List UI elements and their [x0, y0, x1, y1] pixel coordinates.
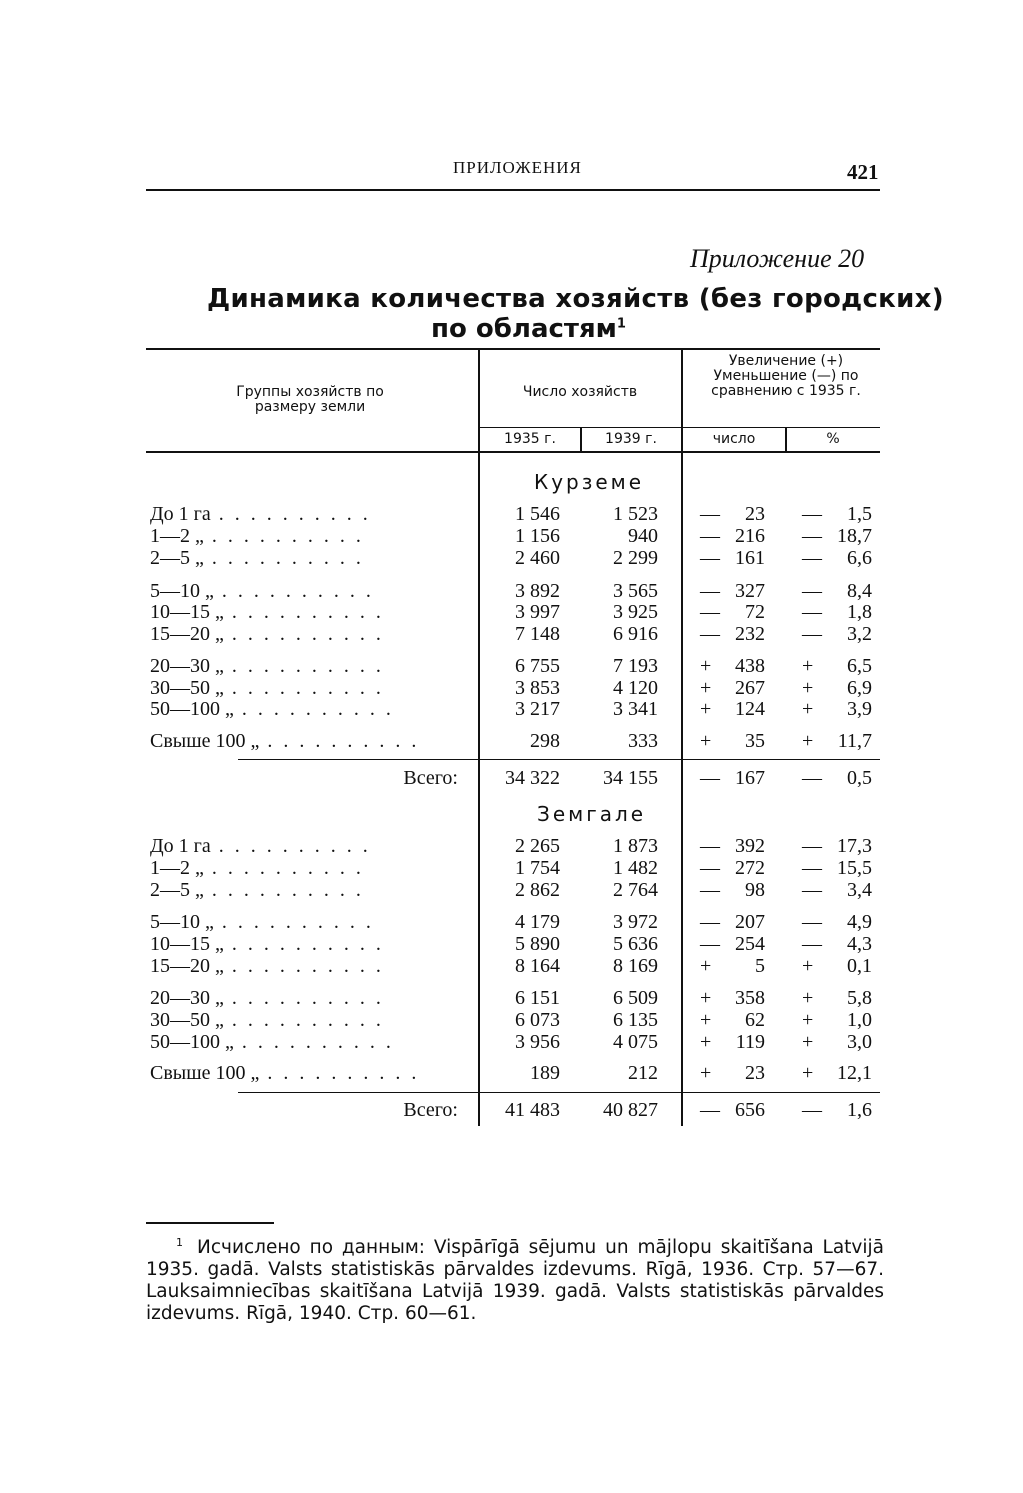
value-1939: 4 120	[613, 677, 658, 699]
table-row	[0, 547, 1023, 569]
change-sign: —	[700, 857, 720, 879]
percent-sign: +	[802, 698, 814, 720]
leader-dots: . . . . . . . . . .	[213, 580, 374, 602]
change-number: 272	[735, 857, 765, 879]
value-1939: 6 135	[613, 1009, 658, 1031]
change-percent: 6,6	[847, 547, 872, 569]
percent-sign: —	[802, 857, 822, 879]
value-1935: 8 164	[515, 955, 560, 977]
value-1939: 333	[628, 730, 658, 752]
value-1935: 3 853	[515, 677, 560, 699]
row-label-cell	[150, 547, 478, 569]
leader-dots: . . . . . . . . . .	[223, 1009, 384, 1031]
change-sign: —	[700, 879, 720, 901]
leader-dots: . . . . . . . . . .	[203, 525, 364, 547]
value-1939: 1 523	[613, 503, 658, 525]
row-label: 20—30 „	[150, 655, 224, 677]
leader-dots: . . . . . . . . . .	[259, 1062, 420, 1084]
total-percent-sign: —	[802, 767, 822, 789]
change-number: 72	[745, 601, 765, 623]
value-1939: 2 764	[613, 879, 658, 901]
value-1939: 3 925	[613, 601, 658, 623]
change-percent: 8,4	[847, 580, 872, 602]
table-row	[0, 601, 1023, 623]
leader-dots: . . . . . . . . . .	[210, 835, 371, 857]
total-change-percent: 1,6	[847, 1099, 872, 1121]
total-1935: 34 322	[505, 767, 560, 789]
table-row	[0, 503, 1023, 525]
change-sign: —	[700, 623, 720, 645]
change-number: 124	[735, 698, 765, 720]
row-label-cell	[150, 623, 478, 645]
percent-sign: —	[802, 601, 822, 623]
leader-dots: . . . . . . . . . .	[223, 933, 384, 955]
value-1935: 1 754	[515, 857, 560, 879]
change-percent: 0,1	[847, 955, 872, 977]
table-row	[0, 911, 1023, 933]
total-label: Всего:	[403, 767, 458, 789]
leader-dots: . . . . . . . . . .	[203, 547, 364, 569]
change-sign: +	[700, 955, 712, 977]
title-footnote-mark: 1	[616, 316, 626, 332]
change-number: 62	[745, 1009, 765, 1031]
row-label: 2—5 „	[150, 879, 204, 901]
change-sign: +	[700, 730, 712, 752]
percent-sign: +	[802, 955, 814, 977]
value-1939: 3 341	[613, 698, 658, 720]
percent-sign: +	[802, 655, 814, 677]
row-label: 2—5 „	[150, 547, 204, 569]
row-label: 50—100 „	[150, 1031, 234, 1053]
row-label-cell	[150, 987, 478, 1009]
change-number: 216	[735, 525, 765, 547]
percent-sign: +	[802, 1062, 814, 1084]
percent-sign: +	[802, 987, 814, 1009]
row-label: 10—15 „	[150, 601, 224, 623]
change-number: 5	[755, 955, 765, 977]
header-rule	[146, 189, 880, 191]
change-number: 392	[735, 835, 765, 857]
change-percent: 15,5	[837, 857, 872, 879]
percent-sign: +	[802, 677, 814, 699]
change-percent: 4,9	[847, 911, 872, 933]
change-sign: —	[700, 601, 720, 623]
footnote-rule	[146, 1222, 274, 1224]
change-percent: 12,1	[837, 1062, 872, 1084]
change-number: 23	[745, 1062, 765, 1084]
change-sign: +	[700, 677, 712, 699]
row-label-cell	[150, 911, 478, 933]
row-label: 15—20 „	[150, 623, 224, 645]
change-sign: +	[700, 1031, 712, 1053]
footnote	[146, 1232, 884, 1325]
value-1935: 6 151	[515, 987, 560, 1009]
row-label: 15—20 „	[150, 955, 224, 977]
row-label-cell	[150, 835, 478, 857]
row-label-cell	[150, 601, 478, 623]
row-label: Свыше 100 „	[150, 1062, 260, 1084]
change-sign: +	[700, 655, 712, 677]
row-label-cell	[150, 955, 478, 977]
change-percent: 3,2	[847, 623, 872, 645]
section-title-zemgale: Земгале	[537, 802, 647, 826]
change-sign: +	[700, 987, 712, 1009]
table-row	[0, 677, 1023, 699]
table-row	[0, 879, 1023, 901]
row-label: Свыше 100 „	[150, 730, 260, 752]
change-percent: 1,8	[847, 601, 872, 623]
row-label-cell	[150, 655, 478, 677]
percent-sign: —	[802, 623, 822, 645]
header-count: Число хозяйств	[522, 384, 638, 400]
value-1935: 6 755	[515, 655, 560, 677]
value-1935: 7 148	[515, 623, 560, 645]
change-sign: —	[700, 503, 720, 525]
value-1935: 2 265	[515, 835, 560, 857]
change-percent: 17,3	[837, 835, 872, 857]
table-row	[0, 987, 1023, 1009]
row-label-cell	[150, 677, 478, 699]
leader-dots: . . . . . . . . . .	[223, 601, 384, 623]
leader-dots: . . . . . . . . . .	[223, 987, 384, 1009]
value-1939: 6 916	[613, 623, 658, 645]
change-sign: —	[700, 911, 720, 933]
table-title-line2-text: по областям	[431, 314, 617, 344]
value-1939: 2 299	[613, 547, 658, 569]
value-1935: 3 217	[515, 698, 560, 720]
total-change-sign: —	[700, 1099, 720, 1121]
change-sign: +	[700, 1062, 712, 1084]
change-percent: 6,9	[847, 677, 872, 699]
row-label: 50—100 „	[150, 698, 234, 720]
row-label: 30—50 „	[150, 677, 224, 699]
header-groups: Группы хозяйств по размеру земли	[236, 384, 384, 415]
row-label: 1—2 „	[150, 525, 204, 547]
change-sign: +	[700, 1009, 712, 1031]
table-row	[0, 525, 1023, 547]
value-1935: 3 997	[515, 601, 560, 623]
value-1935: 4 179	[515, 911, 560, 933]
change-number: 327	[735, 580, 765, 602]
value-1939: 1 873	[613, 835, 658, 857]
row-label-cell	[150, 1009, 478, 1031]
percent-sign: —	[802, 503, 822, 525]
change-percent: 3,9	[847, 698, 872, 720]
table-row	[0, 933, 1023, 955]
col-divider-change	[785, 428, 787, 452]
leader-dots: . . . . . . . . . .	[203, 879, 364, 901]
value-1935: 5 890	[515, 933, 560, 955]
change-number: 358	[735, 987, 765, 1009]
row-label: 5—10 „	[150, 580, 214, 602]
value-1935: 189	[530, 1062, 560, 1084]
total-1939: 40 827	[603, 1099, 658, 1121]
total-percent-sign: —	[802, 1099, 822, 1121]
change-number: 119	[735, 1031, 765, 1053]
table-row	[0, 730, 1023, 752]
running-title: ПРИЛОЖЕНИЯ	[453, 158, 582, 177]
table-row	[0, 1009, 1023, 1031]
change-percent: 4,3	[847, 933, 872, 955]
percent-sign: —	[802, 911, 822, 933]
year-header-rule	[478, 427, 880, 428]
percent-sign: —	[802, 879, 822, 901]
change-sign: —	[700, 835, 720, 857]
header-year-1935: 1935 г.	[504, 431, 556, 447]
total-change-sign: —	[700, 767, 720, 789]
value-1935: 6 073	[515, 1009, 560, 1031]
table-title-line2	[431, 314, 626, 344]
table-row	[0, 1062, 1023, 1084]
change-sign: —	[700, 580, 720, 602]
leader-dots: . . . . . . . . . .	[233, 1031, 394, 1053]
change-percent: 18,7	[837, 525, 872, 547]
percent-sign: —	[802, 547, 822, 569]
table-row	[0, 698, 1023, 720]
table-top-rule	[146, 348, 880, 350]
row-label-cell	[150, 580, 478, 602]
total-change-number: 167	[735, 767, 765, 789]
leader-dots: . . . . . . . . . .	[223, 655, 384, 677]
leader-dots: . . . . . . . . . .	[223, 955, 384, 977]
change-number: 207	[735, 911, 765, 933]
change-number: 232	[735, 623, 765, 645]
percent-sign: —	[802, 580, 822, 602]
value-1935: 298	[530, 730, 560, 752]
value-1935: 1 156	[515, 525, 560, 547]
percent-sign: —	[802, 835, 822, 857]
percent-sign: +	[802, 1031, 814, 1053]
change-sign: —	[700, 525, 720, 547]
row-label-cell	[150, 525, 478, 547]
row-label-cell	[150, 879, 478, 901]
value-1939: 3 972	[613, 911, 658, 933]
value-1935: 2 862	[515, 879, 560, 901]
total-row	[0, 767, 1023, 789]
table-row	[0, 955, 1023, 977]
header-bottom-rule	[146, 451, 880, 453]
percent-sign: —	[802, 525, 822, 547]
table-row	[0, 655, 1023, 677]
row-label-cell	[150, 857, 478, 879]
appendix-label: Приложение 20	[690, 244, 865, 273]
change-number: 161	[735, 547, 765, 569]
section-title-kurzeme: Курземе	[534, 470, 645, 494]
value-1939: 8 169	[613, 955, 658, 977]
table-title-line1: Динамика количества хозяйств (без городских)	[207, 284, 944, 314]
row-label: 1—2 „	[150, 857, 204, 879]
header-change-number: число	[712, 431, 756, 447]
total-change-number: 656	[735, 1099, 765, 1121]
value-1935: 2 460	[515, 547, 560, 569]
change-number: 35	[745, 730, 765, 752]
change-percent: 3,4	[847, 879, 872, 901]
leader-dots: . . . . . . . . . .	[203, 857, 364, 879]
value-1939: 212	[628, 1062, 658, 1084]
leader-dots: . . . . . . . . . .	[233, 698, 394, 720]
row-label-cell	[150, 698, 478, 720]
percent-sign: +	[802, 1009, 814, 1031]
value-1935: 3 956	[515, 1031, 560, 1053]
row-label: 30—50 „	[150, 1009, 224, 1031]
change-sign: —	[700, 933, 720, 955]
table-row	[0, 857, 1023, 879]
row-label: 20—30 „	[150, 987, 224, 1009]
total-label: Всего:	[403, 1099, 458, 1121]
change-sign: —	[700, 547, 720, 569]
row-label-cell	[150, 503, 478, 525]
table-row	[0, 1031, 1023, 1053]
row-label-cell	[150, 730, 478, 752]
value-1939: 940	[628, 525, 658, 547]
row-label: 10—15 „	[150, 933, 224, 955]
total-row	[0, 1099, 1023, 1121]
value-1939: 1 482	[613, 857, 658, 879]
change-number: 98	[745, 879, 765, 901]
row-label-cell	[150, 1031, 478, 1053]
change-percent: 11,7	[837, 730, 872, 752]
leader-dots: . . . . . . . . . .	[213, 911, 374, 933]
total-change-percent: 0,5	[847, 767, 872, 789]
change-number: 23	[745, 503, 765, 525]
value-1939: 7 193	[613, 655, 658, 677]
header-change-percent: %	[826, 431, 840, 447]
change-percent: 5,8	[847, 987, 872, 1009]
percent-sign: —	[802, 933, 822, 955]
change-number: 254	[735, 933, 765, 955]
row-label-cell	[150, 933, 478, 955]
value-1939: 4 075	[613, 1031, 658, 1053]
table-row	[0, 623, 1023, 645]
change-percent: 6,5	[847, 655, 872, 677]
change-percent: 1,0	[847, 1009, 872, 1031]
total-rule-zemgale	[238, 1092, 880, 1093]
header-year-1939: 1939 г.	[605, 431, 657, 447]
change-number: 438	[735, 655, 765, 677]
total-1939: 34 155	[603, 767, 658, 789]
row-label: 5—10 „	[150, 911, 214, 933]
value-1939: 3 565	[613, 580, 658, 602]
footnote-mark: 1	[176, 1236, 183, 1249]
header-change: Увеличение (+) Уменьшение (—) по сравнению с 1935 г.	[711, 353, 861, 399]
total-rule-kurzeme	[238, 759, 880, 760]
change-percent: 1,5	[847, 503, 872, 525]
value-1939: 5 636	[613, 933, 658, 955]
row-label: До 1 га	[150, 503, 211, 525]
row-label: До 1 га	[150, 835, 211, 857]
value-1935: 3 892	[515, 580, 560, 602]
percent-sign: +	[802, 730, 814, 752]
table-row	[0, 835, 1023, 857]
value-1939: 6 509	[613, 987, 658, 1009]
table-row	[0, 580, 1023, 602]
leader-dots: . . . . . . . . . .	[259, 730, 420, 752]
leader-dots: . . . . . . . . . .	[223, 623, 384, 645]
change-number: 267	[735, 677, 765, 699]
footnote-text: Исчислено по данным: Vispārīgā sējumu un mājlopu skaitīšana Latvijā 1935. gadā. Valsts statistiskās pārvaldes izdevums. Rīgā, 1936. Стр. 57—67. Lauksaimniecības skaitīšana Latvijā 1939. gadā. Valsts statistiskās pārvaldes izdevums. Rīgā, 1940. Стр. 60—61.	[146, 1237, 884, 1325]
value-1935: 1 546	[515, 503, 560, 525]
change-sign: +	[700, 698, 712, 720]
leader-dots: . . . . . . . . . .	[210, 503, 371, 525]
change-percent: 3,0	[847, 1031, 872, 1053]
leader-dots: . . . . . . . . . .	[223, 677, 384, 699]
page-number: 421	[847, 160, 879, 184]
total-1935: 41 483	[505, 1099, 560, 1121]
row-label-cell	[150, 1062, 478, 1084]
